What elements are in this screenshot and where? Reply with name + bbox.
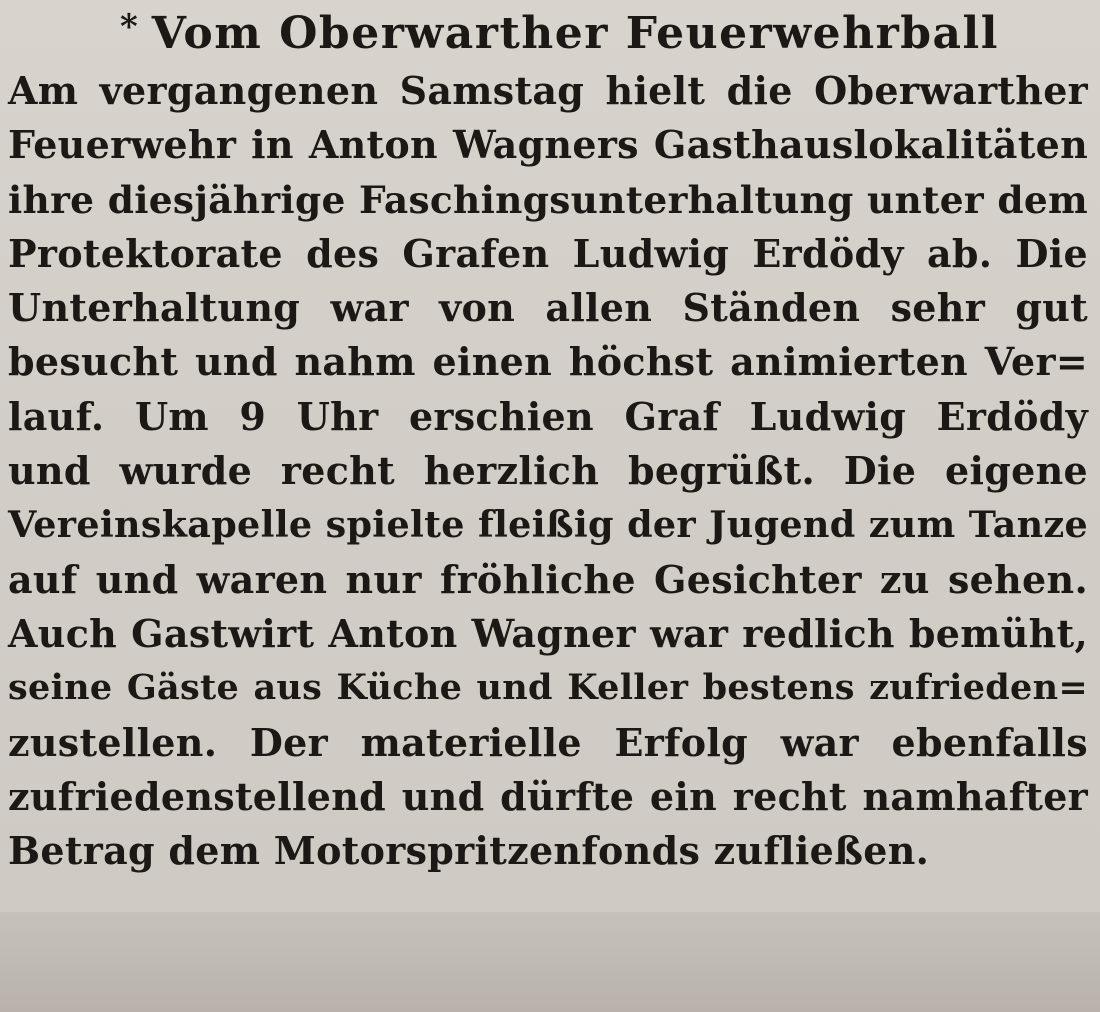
body-line: seine Gäste aus Küche und Keller bestens zufrieden= (8, 667, 1088, 709)
body-line: zustellen. Der materielle Erfolg war ebenfalls (8, 719, 1088, 765)
body-line: lauf. Um 9 Uhr erschien Graf Ludwig Erdödy (8, 393, 1088, 439)
body-line: besucht und nahm einen höchst animierten Ver= (8, 339, 1088, 385)
body-line: Am vergangenen Samstag hielt die Oberwarther (8, 68, 1088, 113)
asterisk-marker: * (120, 7, 138, 47)
article-title: Vom Oberwarther Feuerwehrball (151, 7, 999, 59)
body-line: Auch Gastwirt Anton Wagner war redlich bemüht, (8, 610, 1088, 656)
body-line: Vereinskapelle spielte fleißig der Jugend zum Tanze (8, 503, 1088, 547)
headline (120, 2, 1080, 64)
body-line: Protektorate des Grafen Ludwig Erdödy ab. Die (8, 230, 1088, 276)
body-line-last: Betrag dem Motorspritzenfonds zufließen. (8, 828, 930, 874)
body-line: und wurde recht herzlich begrüßt. Die eigene (8, 448, 1088, 494)
body-line: Feuerwehr in Anton Wagners Gasthauslokalitäten (8, 122, 1088, 168)
body-line: Unterhaltung war von allen Ständen sehr gut (8, 285, 1088, 331)
body-line: ihre diesjährige Faschingsunterhaltung unter dem (8, 177, 1088, 222)
article-body (8, 64, 1088, 878)
body-line: auf und waren nur fröhliche Gesichter zu sehen. (8, 556, 1088, 602)
lower-margin (0, 912, 1100, 1012)
body-line: zufriedenstellend und dürfte ein recht namhafter (8, 773, 1088, 819)
